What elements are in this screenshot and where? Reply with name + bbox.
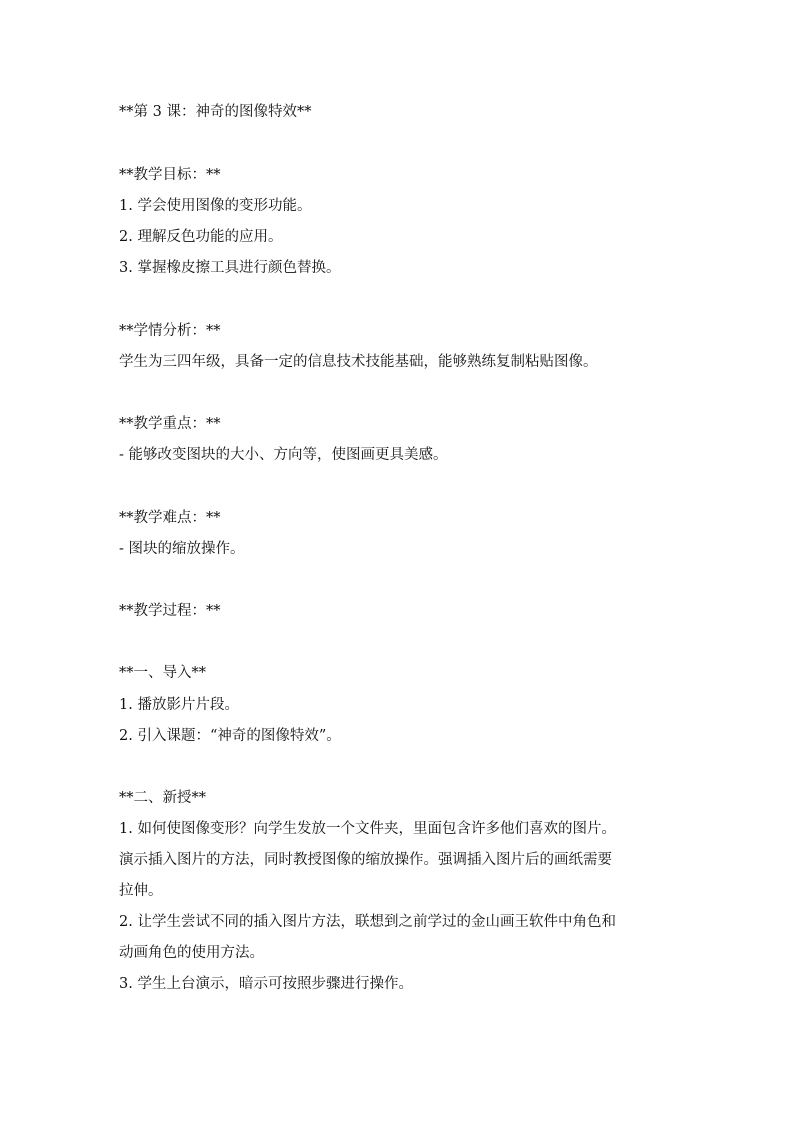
new-lesson-line: 3. 学生上台演示，暗示可按照步骤进行操作。 [119,976,413,992]
new-lesson-line: 2. 让学生尝试不同的插入图片方法，联想到之前学过的金山画王软件中角色和 [119,914,616,930]
difficulties-text: - 图块的缩放操作。 [119,541,245,557]
new-lesson-line: 动画角色的使用方法。 [119,945,264,961]
objective-item: 3. 掌握橡皮擦工具进行颜色替换。 [119,260,341,276]
key-points-heading: **教学重点：** [119,416,221,432]
new-lesson-line: 演示插入图片的方法，同时教授图像的缩放操作。强调插入图片后的画纸需要 [119,852,612,868]
objectives-heading: **教学目标：** [119,167,221,183]
new-lesson-line: 拉伸。 [119,883,163,899]
objective-item: 1. 学会使用图像的变形功能。 [119,198,312,214]
objective-item: 2. 理解反色功能的应用。 [119,229,283,245]
lesson-title: **第 3 课：神奇的图像特效** [119,104,312,120]
intro-heading: **一、导入** [119,665,206,681]
intro-item: 1. 播放影片片段。 [119,697,239,713]
new-lesson-line: 1. 如何使图像变形？向学生发放一个文件夹，里面包含许多他们喜欢的图片。 [119,821,616,837]
process-heading: **教学过程：** [119,603,221,619]
analysis-heading: **学情分析：** [119,323,221,339]
analysis-text: 学生为三四年级，具备一定的信息技术技能基础，能够熟练复制粘贴图像。 [119,354,598,370]
difficulties-heading: **教学难点：** [119,510,221,526]
intro-item: 2. 引入课题：“神奇的图像特效”。 [119,728,341,744]
key-points-text: - 能够改变图块的大小、方向等，使图画更具美感。 [119,447,448,463]
new-lesson-heading: **二、新授** [119,790,206,806]
